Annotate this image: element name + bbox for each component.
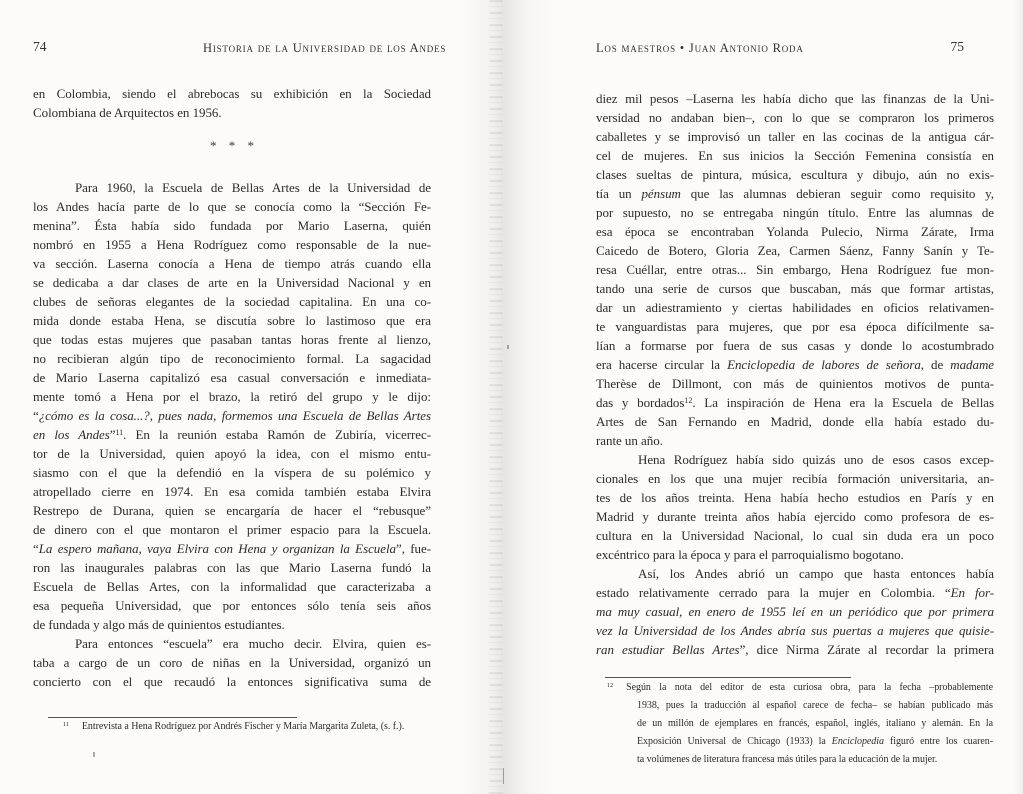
text-line: Escuela de Bellas Artes, con la informalidad que caracterizaba a <box>33 579 431 594</box>
text-line: siasmo con el que la defendió en la víspera de su polémico y <box>33 465 431 480</box>
text-line: en los Andes”$^{11}$. En la reunión estaba Ramón de Zubiría, vicerrec- <box>33 427 431 442</box>
text-line: concierto con el que recaudó la entonces significativa suma de <box>33 674 431 689</box>
text-line: “La espero mañana, vaya Elvira con Hena y organizan la Escuela”, fue- <box>33 541 431 556</box>
text-line: estado relativamente cerrado para la mujer en Colombia. “En for- <box>596 585 994 600</box>
text-line: tor de la Universidad, quien apoyó la idea, con el mismo entu- <box>33 446 431 461</box>
text-line: Exposición Universal de Chicago (1933) la Enciclopedia figuró entre los cuaren- <box>637 736 993 747</box>
left-running-title: Historia de la Universidad de los Andes <box>203 41 447 55</box>
text-line: cel de mujeres. En sus inicios la Sección Femenina consistía en <box>596 148 994 163</box>
right-edge-shadow <box>1013 0 1023 794</box>
text-line: clases sueltas de pintura, música, escultura y dibujo, aún no exis- <box>596 167 994 182</box>
text-line: Hena Rodríguez había sido quizás uno de esos casos excep- <box>638 452 994 467</box>
text-line: te vanguardistas para mujeres, que por esa época difícilmente sa- <box>596 319 994 334</box>
text-line: de Mario Laserna capitalizó esa casual conversación e inmediata- <box>33 370 431 385</box>
text-line: no recibieran algún tipo de reconocimiento formal. La sagacidad <box>33 351 431 366</box>
text-line: 1938, pues la traducción al español carece de fecha– se habían publicado más <box>637 700 993 711</box>
text-line: tando una serie de cursos que buscaban, más que formar artistas, <box>596 281 994 296</box>
text-line: versidad no andaban bien–, con lo que se compraron los primeros <box>596 110 994 125</box>
text-line: atropellado cierre en 1974. En esa comida también estaba Elvira <box>33 484 431 499</box>
text-line: de fundada y algo más de quinientos estudiantes. <box>33 617 285 632</box>
text-line: tía un pénsum que las alumnas debieran seguir como requisito y, <box>596 186 994 201</box>
text-line: que todas estas mujeres que pasaban tantas horas frente al lienzo, <box>33 332 431 347</box>
text-line: $^{12}$ Según la nota del editor de esta curiosa obra, para la fecha –probablemente <box>607 682 993 693</box>
right-footnote-rule <box>605 677 851 678</box>
left-paragraph-b <box>33 634 431 691</box>
text-line: caballetes y se improvisó un taller en las cocinas de la antigua cár- <box>596 129 994 144</box>
text-line: va sección. Laserna conocía a Hena de tiempo atrás cuando ella <box>33 256 431 271</box>
text-line: Colombiana de Arquitectos en 1956. <box>33 105 222 120</box>
text-line: por supuesto, no se entregaba ningún título. Entre las alumnas de <box>596 205 994 220</box>
text-line: mente tomó a Hena por el brazo, la retiró del grupo y le dijo: <box>33 389 431 404</box>
left-page-number: 74 <box>33 39 47 54</box>
text-line: los Andes hacía parte de lo que se conocía como la “Sección Fe- <box>33 199 431 214</box>
text-line: ron las inaugurales palabras con las que Mario Laserna fundó la <box>33 560 431 575</box>
text-line: esa pequeña Universidad, que por entonces sólo tenía seis años <box>33 598 431 613</box>
left-footnote-rule <box>48 717 297 718</box>
left-intro-paragraph <box>33 84 431 122</box>
text-line: ran estudiar Bellas Artes”, dice Nirma Zárate al recordar la primera <box>596 642 994 657</box>
text-line: Artes de San Fernando en Madrid, donde ella había estado du- <box>596 414 994 429</box>
text-line: lían a formarse por fuera de sus casas y donde lo acostumbrado <box>596 338 994 353</box>
page-gutter-shadow <box>462 0 554 794</box>
right-paragraph-2 <box>596 450 994 564</box>
text-line: nombró en 1955 a Hena Rodríguez como responsable de la nue- <box>33 237 431 252</box>
text-line: de un millón de ejemplares en francés, español, inglés, italiano y alemán. En la <box>637 718 993 729</box>
text-line: Therèse de Dillmont, con más de quinientos motivos de punta- <box>596 376 994 391</box>
text-line: ta volúmenes de literatura francesa más útiles para la educación de la mujer. <box>637 754 938 765</box>
text-line: vez la Universidad de los Andes abría sus puertas a mujeres que quisie- <box>596 623 994 638</box>
text-line: Madrid y durante treinta años había ejercido como profesora de es- <box>596 509 994 524</box>
text-line: dar un adiestramiento y ciertas habilidades en oficios relativamen- <box>596 300 994 315</box>
right-paragraph-1 <box>596 89 994 450</box>
right-page-number: 75 <box>950 39 964 54</box>
text-line: de dinero con el que montaron el primer espacio para la Escuela. <box>33 522 431 537</box>
text-line: Para entonces “escuela” era mucho decir. Elvira, quien es- <box>75 636 431 651</box>
text-line: tes de los años treinta. Hena había hecho estudios en París y en <box>596 490 994 505</box>
text-line: rante un año. <box>596 433 663 448</box>
text-line: menina”. Ésta había sido fundada por Mario Laserna, quién <box>33 218 431 233</box>
right-footnote <box>607 679 993 769</box>
section-separator: * * * <box>210 138 254 153</box>
left-footnote <box>63 719 441 734</box>
text-line: mida donde estaba Hena, se discutía sobre lo lastimoso que era <box>33 313 431 328</box>
scan-artifact <box>507 345 509 349</box>
text-line: Para 1960, la Escuela de Bellas Artes de la Universidad de <box>75 180 431 195</box>
text-line: cionales en los que una mujer recibía formación universitaria, an- <box>596 471 994 486</box>
text-line: diez mil pesos –Laserna les había dicho que las finanzas de la Uni- <box>596 91 994 106</box>
text-line: $^{11}$ Entrevista a Hena Rodríguez por Andrés Fischer y María Margarita Zuleta, (s. f.). <box>63 721 405 732</box>
text-line: excéntrico para la época y para el parroquialismo bogotano. <box>596 547 904 562</box>
right-paragraph-3 <box>596 564 994 659</box>
scan-artifact <box>93 752 95 757</box>
text-line: clubes de señoras elegantes de la sociedad capitalina. En una co- <box>33 294 431 309</box>
text-line: Así, los Andes abrió un campo que hasta entonces había <box>638 566 994 581</box>
text-line: Restrepo de Durana, quien se encargaría de hacer el “rebusque” <box>33 503 431 518</box>
left-paragraph-a <box>33 178 431 634</box>
text-line: taba a cargo de un coro de niñas en la Universidad, organizó un <box>33 655 431 670</box>
gutter-scan-noise <box>489 0 503 794</box>
scan-artifact <box>503 768 504 784</box>
text-line: se dedicaba a dar clases de arte en la Universidad Nacional y en <box>33 275 431 290</box>
text-line: ma muy casual, en enero de 1955 leí en un periódico que por primera <box>596 604 994 619</box>
text-line: en Colombia, siendo el abrebocas su exhibición en la Sociedad <box>33 86 431 101</box>
text-line: Caicedo de Botero, Gloria Zea, Carmen Sáenz, Fanny Sanín y Te- <box>596 243 994 258</box>
text-line: esa época se encontraban Yolanda Pulecio, Nirma Zárate, Irma <box>596 224 994 239</box>
text-line: “¿cómo es la cosa...?, pues nada, formemos una Escuela de Bellas Artes <box>33 408 431 423</box>
text-line: era hacerse circular la Enciclopedia de labores de señora, de madame <box>596 357 994 372</box>
text-line: resa Cuéllar, entre otras... Sin embargo, Hena Rodríguez fue mon- <box>596 262 994 277</box>
right-running-title: Los maestros • Juan Antonio Roda <box>596 41 804 55</box>
text-line: cultura en la Universidad Nacional, lo cual sin duda era un poco <box>596 528 994 543</box>
text-line: das y bordados$^{12}$. La inspiración de Hena era la Escuela de Bellas <box>596 395 994 410</box>
